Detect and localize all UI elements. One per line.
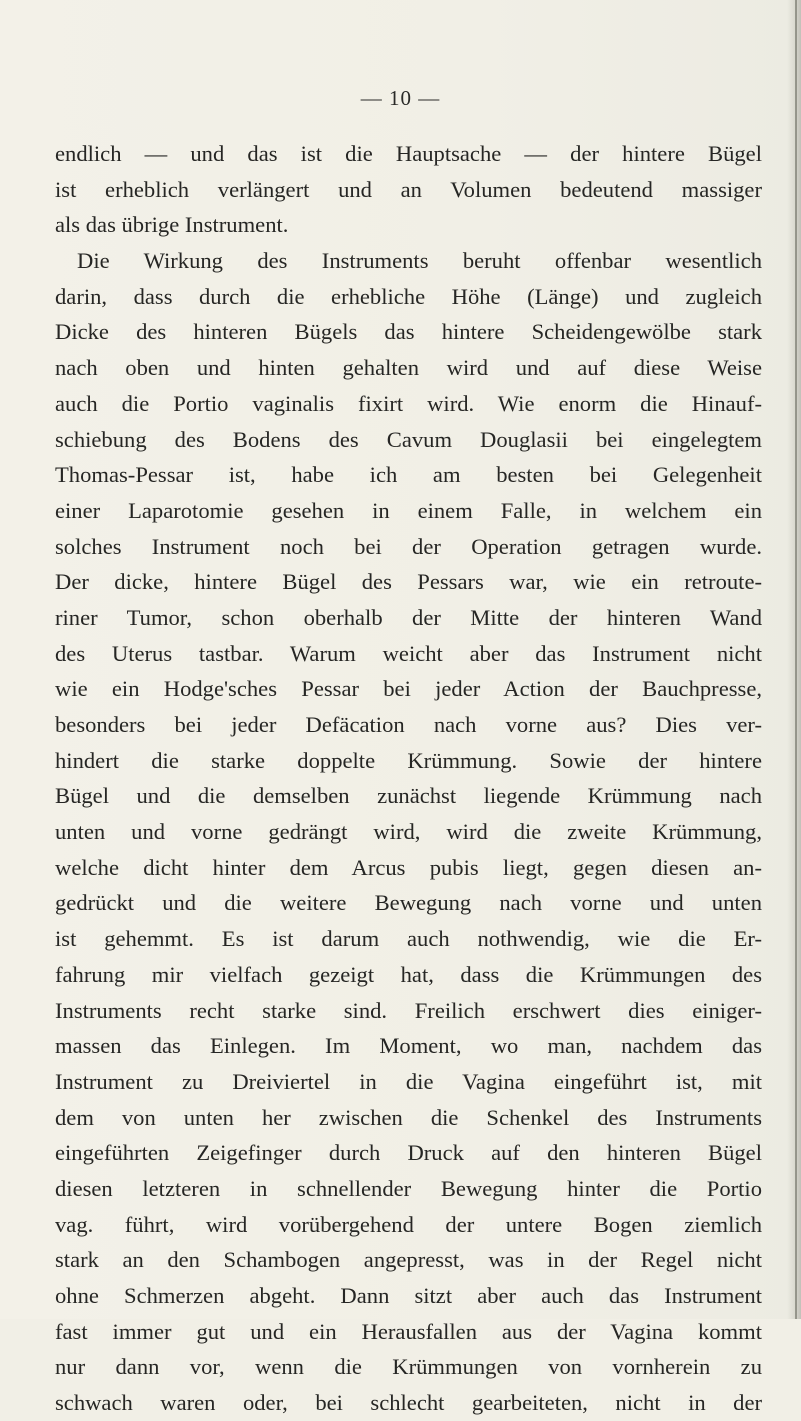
text-line: nur dann vor, wenn die Krümmungen von vornherein zu — [55, 1354, 762, 1380]
text-line: als das übrige Instrument. — [55, 212, 289, 238]
text-line: schiebung des Bodens des Cavum Douglasii bei eingelegtem — [55, 426, 762, 452]
text-line: diesen letzteren in schnellender Bewegung hinter die Portio — [55, 1175, 762, 1201]
text-line: ist gehemmt. Es ist darum auch nothwendig, wie die Er- — [55, 926, 762, 952]
text-line: vag. führt, wird vorübergehend der untere Bogen ziemlich — [55, 1211, 762, 1237]
text-line: dem von unten her zwischen die Schenkel des Instruments — [55, 1104, 762, 1130]
text-line: Thomas-Pessar ist, habe ich am besten bei Gelegenheit — [55, 462, 762, 488]
text-line: ohne Schmerzen abgeht. Dann sitzt aber auch das Instrument — [55, 1283, 762, 1308]
text-line: einer Laparotomie gesehen in einem Falle, in welchem ein — [55, 497, 762, 523]
text-line: darin, dass durch die erhebliche Höhe (Länge) und zugleich — [55, 283, 762, 309]
text-line: unten und vorne gedrängt wird, wird die zweite Krümmung, — [55, 819, 762, 845]
text-line: ist erheblich verlängert und an Volumen bedeutend massiger — [55, 176, 762, 202]
text-line: nach oben und hinten gehalten wird und auf diese Weise — [55, 355, 762, 381]
text-line: fahrung mir vielfach gezeigt hat, dass die Krümmungen des — [55, 961, 762, 987]
text-line: des Uterus tastbar. Warum weicht aber das Instrument nicht — [55, 640, 762, 666]
text-line: auch die Portio vaginalis fixirt wird. Wie enorm die Hinauf- — [55, 390, 762, 416]
text-line: besonders bei jeder Defäcation nach vorne aus? Dies ver- — [55, 712, 762, 737]
page-edge-line — [795, 0, 797, 1319]
text-line: hindert die starke doppelte Krümmung. Sowie der hintere — [55, 747, 762, 773]
text-line: fast immer gut und ein Herausfallen aus der Vagina kommt — [55, 1318, 762, 1344]
text-line: Bügel und die demselben zunächst liegende Krümmung nach — [55, 783, 762, 809]
text-line: stark an den Schambogen angepresst, was in der Regel nicht — [55, 1247, 762, 1273]
text-line: solches Instrument noch bei der Operation getragen wurde. — [55, 533, 762, 559]
page-number: — 10 — — [360, 86, 441, 110]
text-line: Instruments recht starke sind. Freilich erschwert dies einiger- — [55, 997, 762, 1023]
text-line: massen das Einlegen. Im Moment, wo man, nachdem das — [55, 1033, 762, 1059]
text-line: riner Tumor, schon oberhalb der Mitte der hinteren Wand — [55, 604, 762, 630]
text-line: Dicke des hinteren Bügels das hintere Scheidengewölbe stark — [55, 319, 762, 345]
text-line: endlich — und das ist die Hauptsache — der hintere Bügel — [55, 141, 762, 166]
text-line: Der dicke, hintere Bügel des Pessars war, wie ein retroute- — [55, 569, 762, 595]
text-line: schwach waren oder, bei schlecht gearbeiteten, nicht in der — [55, 1390, 762, 1416]
page-edge-shadow — [787, 0, 801, 1319]
text-line: Die Wirkung des Instruments beruht offenbar wesentlich — [77, 248, 762, 274]
body-text — [55, 136, 762, 1421]
text-line: Instrument zu Dreiviertel in die Vagina eingeführt ist, mit — [55, 1068, 762, 1094]
text-line: welche dicht hinter dem Arcus pubis liegt, gegen diesen an- — [55, 854, 762, 880]
text-line: gedrückt und die weitere Bewegung nach vorne und unten — [55, 890, 762, 916]
text-line: wie ein Hodge'sches Pessar bei jeder Action der Bauchpresse, — [55, 676, 762, 702]
text-line: eingeführten Zeigefinger durch Druck auf den hinteren Bügel — [55, 1140, 762, 1166]
